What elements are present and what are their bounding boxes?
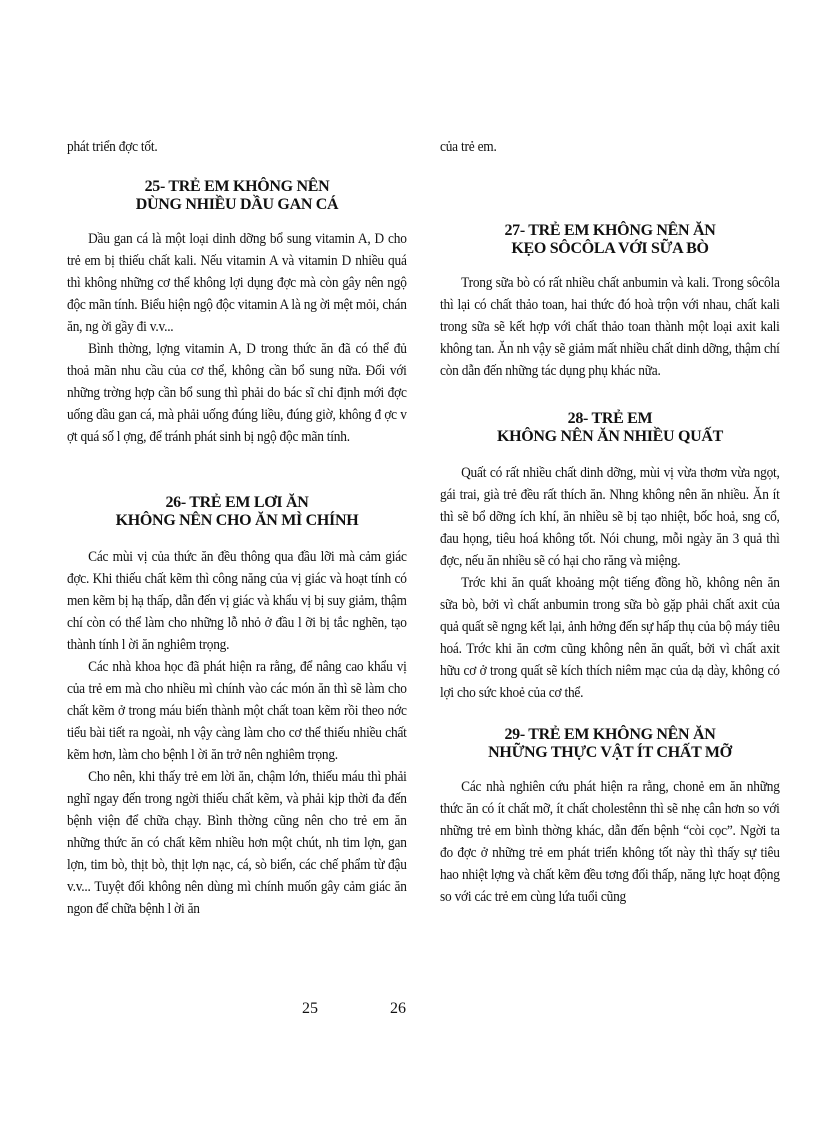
paragraph: Dầu gan cá là một loại dinh dỡng bổ sung vitamin A, D cho trẻ em bị thiếu chất kali. Nếu vitamin A và vitamin D nhiều quá thì không những cơ thể không lợi dụng đợc mà còn gây nên ngộ độc mãn tính. Biểu hiện ngộ độc vitamin A là ng ời mệt mỏi, chán ăn, ng ời gầy đi v.v... — [67, 230, 407, 335]
heading-line: DÙNG NHIỀU DẦU GAN CÁ — [135, 196, 339, 213]
heading-line: KẸO SÔCÔLA VỚI SỮA BÒ — [511, 240, 709, 257]
left-page-column — [67, 136, 407, 920]
paragraph: Bình thờng, lợng vitamin A, D trong thức ăn đã có thể đủ thoả mãn nhu cầu của cơ thể, không cần bổ sung nữa. Đối với những trờng hợp cần bổ sung thì phải do bác sĩ chỉ định mới đợc uống dầu gan cá, mà phải uống đúng liều, đúng giờ, không đ ợc v ợt quá số l ợng, để tránh phát sinh bị ngộ độc mãn tính. — [67, 340, 407, 445]
section-heading-28 — [440, 410, 780, 446]
paragraph: Các nhà khoa học đã phát hiện ra rằng, để nâng cao khẩu vị của trẻ em mà cho nhiều mì chính vào các món ăn thì sẽ làm cho chất kẽm ở trong máu biến thành một chất toan kẽm rồi theo nớc tiểu bài tiết ra ngoài, nh vậy càng làm cho cơ thể thiếu nhiều chất kẽm hơn, làm cho bệnh l ời ăn trở nên nghiêm trọng. — [67, 658, 407, 763]
paragraph: Trong sữa bò có rất nhiều chất anbumin và kali. Trong sôcôla thì lại có chất thảo toan, hai thức đó hoà trộn với nhau, chất kali trong sữa sẽ kết hợp với chất thảo toan thành một loại axit kali không tan. Ăn nh vậy sẽ giảm mất nhiều chất dinh dỡng, thậm chí còn dẫn đến những tác dụng phụ khác nữa. — [440, 274, 780, 379]
section-heading-27 — [440, 222, 780, 258]
heading-line: 27- TRẺ EM KHÔNG NÊN ĂN — [504, 222, 716, 239]
page-number-right: 26 — [390, 1000, 406, 1017]
paragraph: Các nhà nghiên cứu phát hiện ra rằng, chonẻ em ăn những thức ăn có ít chất mỡ, ít chất cholestênn thì sẽ nhẹ cân hơn so với những trẻ em bình thờng khác, dẫn đến bệnh “còi cọc”. Ngời ta đo đợc ở những trẻ em phát triển không tốt này thì thấy sự tiêu hao nhiệt lợng và chất kẽm đều tơng đối thấp, năng lực hoạt động so với các trẻ em cùng lứa tuổi cũng — [440, 778, 780, 905]
paragraph: phát triển đợc tốt. — [67, 138, 158, 155]
heading-line: 26- TRẺ EM LƠI ĂN — [165, 494, 309, 511]
heading-line: KHÔNG NÊN ĂN NHIỀU QUẤT — [496, 428, 723, 445]
heading-line: 25- TRẺ EM KHÔNG NÊN — [144, 178, 330, 195]
heading-line: 29- TRẺ EM KHÔNG NÊN ĂN — [504, 726, 716, 743]
section-heading-25 — [67, 178, 407, 214]
heading-line: NHỮNG THỰC VẬT ÍT CHẤT MỠ — [488, 744, 732, 761]
paragraph: Các mùi vị của thức ăn đều thông qua đầu lỡi mà cảm giác đợc. Khi thiếu chất kẽm thì công năng của vị giác và hoạt tính có men kẽm bị hạ thấp, dẫn đến vị giác và khẩu vị bị suy giảm, thậm chí còn có thể làm cho những lỗ nhỏ ở đầu l ỡi bị tắc nghẽn, tạo thành tính l ời ăn nghiêm trọng. — [67, 548, 407, 653]
paragraph: Quất có rất nhiều chất dinh dỡng, mùi vị vừa thơm vừa ngọt, gái trai, già trẻ đều rất thích ăn. Nhng không nên ăn nhiều. Ăn ít thì sẽ bổ dỡng ích khí, ăn nhiều sẽ bị tạo nhiệt, bốc hoả, sng cổ, đau họng, tiêu hoá không tốt. Nói chung, mỗi ngày ăn 3 quả thì đợc, nếu ăn nhiều sẽ có hại cho răng và miệng. — [440, 464, 780, 569]
right-page-column — [440, 136, 780, 908]
paragraph: của trẻ em. — [440, 138, 497, 155]
paragraph: Cho nên, khi thấy trẻ em lời ăn, chậm lớn, thiếu máu thì phải nghĩ ngay đến trong ngời thiếu chất kẽm, và phải kịp thời đa đến bệnh viện để chữa chạy. Bình thờng cũng nên cho trẻ em ăn những thức ăn có chất kẽm nhiều hơn một chút, nh tim lợn, gan lợn, tim bò, thịt bò, thịt lợn nạc, cá, sò biển, các chế phẩm từ đậu v.v... Tuyệt đối không nên dùng mì chính muốn gây cảm giác ăn ngon để chữa bệnh l ời ăn — [67, 768, 407, 917]
section-heading-29 — [440, 726, 780, 762]
page-number-left: 25 — [302, 1000, 318, 1017]
heading-line: 28- TRẺ EM — [567, 410, 653, 427]
heading-line: KHÔNG NÊN CHO ĂN MÌ CHÍNH — [115, 512, 359, 529]
paragraph: Trớc khi ăn quất khoảng một tiếng đồng hồ, không nên ăn sữa bò, bởi vì chất anbumin trong sữa bò gặp phải chất axit của quả quất sẽ ngng kết lại, ảnh hởng đến sự hấp thụ của bộ máy tiêu hoá. Trớc khi ăn cơm cũng không nên ăn quất, bởi vì chất axit hữu cơ ở trong quất sẽ kích thích niêm mạc của dạ dày, không có lợi cho sức khoẻ của cơ thể. — [440, 574, 780, 701]
section-heading-26 — [67, 494, 407, 530]
